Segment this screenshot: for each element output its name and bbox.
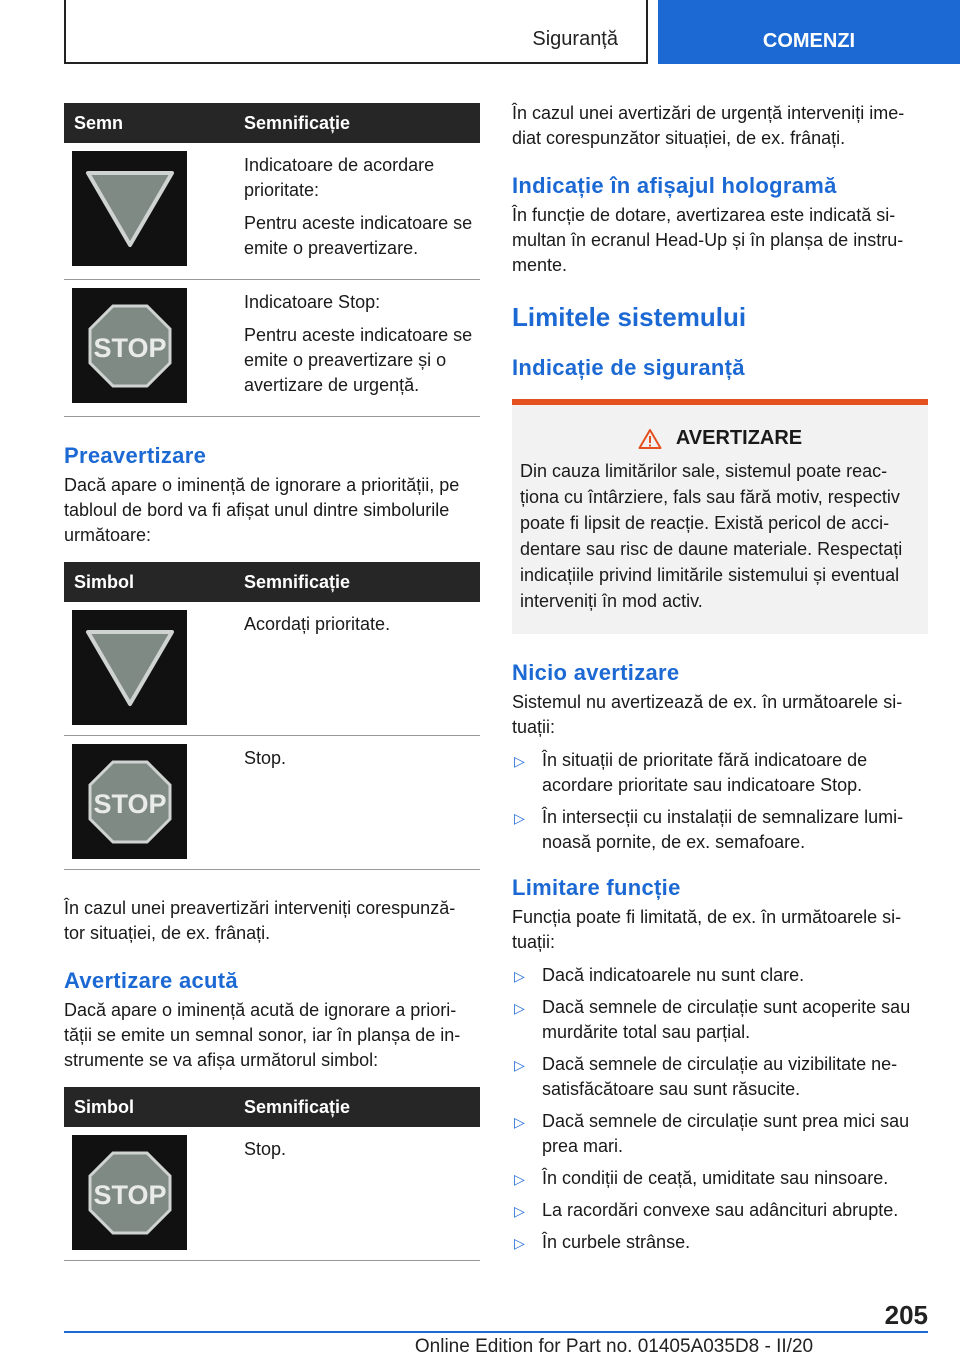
function-limit-heading: Limitare funcție: [512, 875, 681, 900]
symbols-table: [64, 562, 480, 870]
hologram-text: În funcție de dotare, avertizarea este indicată si- multan în ecranul Head-Up și în planșa de instru- mente.: [512, 205, 904, 275]
footer-edition-text: Online Edition for Part no. 01405A035D8 - II/20: [414, 1336, 814, 1357]
list-item: ▷ Dacă semnele de circulație sunt acoperite sau murdărite total sau parțial.: [514, 997, 911, 1042]
table-header-meaning: Semnificație: [232, 103, 480, 143]
table-header-meaning: Semnificație: [232, 562, 480, 602]
preavertizare-text: Dacă apare o iminență de ignorare a priorității, pe tabloul de bord va fi afișat unul dintre simbolurile următoare:: [64, 475, 460, 545]
list-item: ▷ În curbele strânse.: [512, 1230, 928, 1255]
table-row: [64, 1127, 480, 1261]
table-row: [64, 736, 480, 870]
warning-box: [512, 399, 928, 634]
stop-sign-icon: [72, 1135, 187, 1250]
bullet-triangle-icon: ▷: [514, 968, 525, 984]
after-preavertizare-text: În cazul unei preavertizări interveniți corespunză- tor situației, de ex. frânați.: [64, 898, 456, 943]
sign-meaning-text: Pentru aceste indicatoare se emite o preavertizare și o avertizare de urgență.: [244, 325, 473, 395]
list-item: ▷ În intersecții cu instalații de semnalizare lumi- noasă pornite, de ex. semafoare.: [514, 807, 904, 852]
no-warning-heading: Nicio avertizare: [512, 660, 680, 685]
bullet-triangle-icon: ▷: [514, 1171, 525, 1187]
sign-meaning-title: Indicatoare Stop:: [244, 292, 381, 312]
stop-sign-icon: [72, 288, 187, 403]
signs-table: [64, 103, 480, 417]
list-item: ▷ În situații de prioritate fără indicatoare de acordare prioritate sau indicatoare Stop.: [514, 750, 868, 795]
symbol-meaning: Acordați prioritate.: [244, 614, 391, 634]
list-item: ▷ Dacă semnele de circulație au vizibilitate ne- satisfăcătoare sau sunt răsucite.: [514, 1054, 898, 1099]
bullet-triangle-icon: ▷: [514, 1000, 525, 1016]
header-section-title: Siguranță: [532, 28, 618, 50]
table-header-symbol: Simbol: [64, 562, 232, 602]
right-column: [512, 103, 928, 1262]
hologram-heading: Indicație în afișajul hologramă: [512, 173, 837, 198]
acute-symbols-table: [64, 1087, 480, 1261]
table-header-sign: Semn: [64, 103, 232, 143]
left-column: [64, 103, 480, 1261]
yield-sign-icon: [72, 151, 187, 266]
warning-title: AVERTIZARE: [675, 427, 803, 449]
function-limit-list: [512, 963, 928, 1255]
table-row: [64, 280, 480, 417]
avertizare-acuta-text: Dacă apare o iminență acută de ignorare a priori- tății se emite un semnal sonor, iar în planșa de in- strumente se va afișa următorul simbol:: [64, 1000, 461, 1070]
avertizare-acuta-heading: Avertizare acută: [64, 968, 238, 993]
warning-text: Din cauza limitărilor sale, sistemul poate reac- ționa cu întârziere, fals sau fără motiv, respectiv poate fi lipsit de reacție. Există pericol de acci- dentare sau risc de daune materiale. Respectați indicațiile privind limitările sistemului și eventual interveniți în mod activ.: [520, 461, 903, 611]
header-frame: [64, 0, 648, 64]
table-header-meaning: Semnificație: [232, 1087, 480, 1127]
footer: [0, 1336, 960, 1358]
stop-sign-icon: [72, 744, 187, 859]
table-header-symbol: Simbol: [64, 1087, 232, 1127]
system-limits-heading: Limitele sistemului: [512, 302, 747, 332]
svg-text:STOP: STOP: [92, 788, 167, 819]
symbol-meaning: Stop.: [244, 748, 287, 768]
table-row: [64, 602, 480, 736]
bullet-triangle-icon: ▷: [514, 753, 525, 769]
svg-text:STOP: STOP: [92, 332, 167, 363]
svg-text:STOP: STOP: [92, 1179, 167, 1210]
symbol-meaning: Stop.: [244, 1139, 287, 1159]
page-number: 205: [884, 1300, 928, 1330]
header-chapter-tab[interactable]: COMENZI: [658, 0, 960, 64]
urgent-text: În cazul unei avertizări de urgență interveniți ime- diat corespunzător situației, de ex. frânați.: [512, 103, 905, 148]
list-item: ▷ Dacă semnele de circulație sunt prea mici sau prea mari.: [514, 1111, 910, 1156]
sign-meaning-title: Indicatoare de acordare prioritate:: [244, 155, 435, 200]
sign-meaning-text: Pentru aceste indicatoare se emite o preavertizare.: [244, 213, 473, 258]
list-item: ▷ Dacă indicatoarele nu sunt clare.: [512, 963, 928, 988]
bullet-triangle-icon: ▷: [514, 1114, 525, 1130]
preavertizare-heading: Preavertizare: [64, 443, 207, 468]
no-warning-text: Sistemul nu avertizează de ex. în următoarele si- tuații:: [512, 692, 903, 737]
yield-sign-icon: [72, 610, 187, 725]
function-limit-text: Funcția poate fi limitată, de ex. în următoarele si- tuații:: [512, 907, 902, 952]
no-warning-list: [512, 748, 928, 855]
bullet-triangle-icon: ▷: [514, 1057, 525, 1073]
safety-note-heading: Indicație de siguranță: [512, 355, 745, 380]
list-item: ▷ În condiții de ceață, umiditate sau ninsoare.: [512, 1166, 928, 1191]
footer-divider: [64, 1331, 928, 1333]
list-item: ▷ La racordări convexe sau adâncituri abrupte.: [512, 1198, 928, 1223]
warning-triangle-icon: [638, 428, 662, 450]
bullet-triangle-icon: ▷: [514, 810, 525, 826]
bullet-triangle-icon: ▷: [514, 1235, 525, 1251]
bullet-triangle-icon: ▷: [514, 1203, 525, 1219]
table-row: [64, 143, 480, 280]
